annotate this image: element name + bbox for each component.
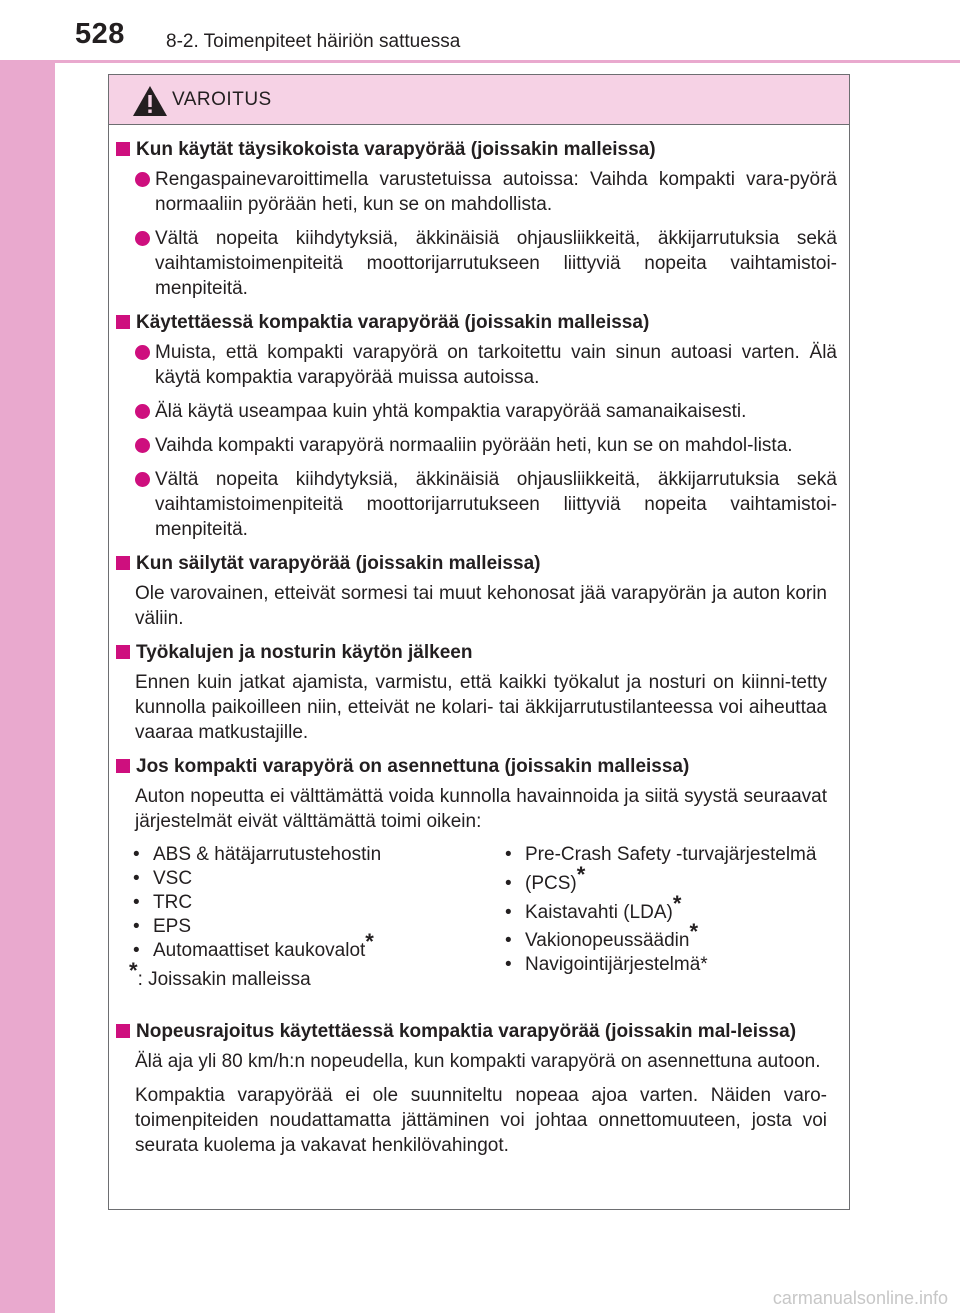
warning-content <box>109 137 849 1167</box>
section-compact-installed <box>109 754 849 834</box>
warning-triangle-icon <box>132 85 168 117</box>
side-color-band <box>0 0 55 1313</box>
list-item: • EPS <box>129 915 489 939</box>
section-text: Kompaktia varapyörää ei ole suunniteltu nopeaa ajoa varten. Näiden varo-toimenpiteiden noudattamatta jättäminen voi johtaa onnettomuuteen, josta voi seurata kuolema ja vakavat henkilövahingot. <box>135 1085 827 1156</box>
list-item: Älä käytä useampaa kuin yhtä kompaktia varapyörää samanaikaisesti. <box>109 399 837 424</box>
list-item: • TRC <box>129 891 489 915</box>
section-compact-spare <box>109 310 849 542</box>
footnote-star: * <box>672 891 682 916</box>
page-number: 528 <box>75 18 125 50</box>
footnote-star: * <box>365 929 374 954</box>
page-header <box>0 0 960 60</box>
list-item: Vaihda kompakti varapyörä normaaliin pyörään heti, kun se on mahdol-lista. <box>109 433 837 458</box>
list-item: • Navigointijärjestelmä* <box>501 953 846 977</box>
section-speed-limit <box>109 1019 849 1158</box>
list-item <box>501 919 846 953</box>
footnote-star: * <box>129 958 138 983</box>
systems-list-left <box>129 843 489 995</box>
warning-header <box>109 75 849 125</box>
section-heading: Kun käytät täysikokoista varapyörää (joissakin malleissa) <box>111 137 849 162</box>
list-item-label: Automaattiset kaukovalot <box>153 940 366 961</box>
list-item: • VSC <box>129 867 489 891</box>
list-item: Muista, että kompakti varapyörä on tarkoitettu vain sinun autoasi varten. Älä käytä kompaktia varapyörää muissa autoissa. <box>109 340 837 390</box>
section-after-tools <box>109 640 849 745</box>
section-text: Ole varovainen, etteivät sormesi tai muut kehonosat jää varapyörän ja auton korin väliin. <box>135 583 827 629</box>
list-item-label: Kaistavahti (LDA) <box>525 902 673 923</box>
footnote <box>129 958 489 995</box>
section-text: Auton nopeutta ei välttämättä voida kunnolla havainnoida ja siitä syystä seuraavat järjestelmät eivät välttämättä toimi oikein: <box>135 786 827 832</box>
systems-list <box>109 843 849 1013</box>
footnote-text: : Joissakin malleissa <box>137 969 311 990</box>
section-heading: Käytettäessä kompaktia varapyörää (joissakin malleissa) <box>111 310 849 335</box>
list-item: Rengaspainevaroittimella varustetuissa autoissa: Vaihda kompakti vara-pyörä normaaliin pyörään heti, kun se on mahdollista. <box>109 167 837 217</box>
section-title: 8-2. Toimenpiteet häiriön sattuessa <box>166 31 461 52</box>
section-full-size-spare <box>109 137 849 301</box>
list-item <box>501 891 846 925</box>
header-rule <box>0 60 960 63</box>
list-item-label: (PCS) <box>525 873 577 894</box>
list-item <box>129 929 489 963</box>
section-storing-spare <box>109 551 849 631</box>
list-item: • ABS & hätäjarrutustehostin <box>129 843 489 867</box>
list-item <box>501 843 846 867</box>
section-heading: Nopeusrajoitus käytettäessä kompaktia varapyörää (joissakin mal-leissa) <box>111 1019 837 1044</box>
section-text: Ennen kuin jatkat ajamista, varmistu, että kaikki työkalut ja nosturi on kiinni-tetty kunnolla paikoilleen niin, etteivät ne kolari- tai äkkijarrutustilanteessa voi aiheuttaa vaaraa matkustajille. <box>135 672 827 743</box>
list-item-label: Vakionopeussäädin <box>525 930 690 951</box>
section-heading: Jos kompakti varapyörä on asennettuna (joissakin malleissa) <box>111 754 849 779</box>
warning-title: VAROITUS <box>172 89 272 110</box>
warning-box <box>108 74 850 1210</box>
footnote-star: * <box>689 919 699 944</box>
watermark: carmanualsonline.info <box>772 1288 948 1308</box>
footnote-star: * <box>576 862 586 887</box>
section-heading: Kun säilytät varapyörää (joissakin malleissa) <box>111 551 849 576</box>
systems-list-right <box>501 843 846 977</box>
list-item: Vältä nopeita kiihdytyksiä, äkkinäisiä ohjausliikkeitä, äkkijarrutuksia sekä vaihtamistoimenpiteitä moottorijarrutukseen liittyviä nopeita vaihtamistoi-menpiteitä. <box>109 226 837 301</box>
section-text: Älä aja yli 80 km/h:n nopeudella, kun kompakti varapyörä on asennettuna autoon. <box>135 1051 821 1072</box>
section-heading: Työkalujen ja nosturin käytön jälkeen <box>111 640 849 665</box>
list-item-label: Pre-Crash Safety -turvajärjestelmä <box>525 844 817 865</box>
list-item: Vältä nopeita kiihdytyksiä, äkkinäisiä ohjausliikkeitä, äkkijarrutuksia sekä vaihtamistoimenpiteitä moottorijarrutukseen liittyviä nopeita vaihtamistoi-menpiteitä. <box>109 467 837 542</box>
